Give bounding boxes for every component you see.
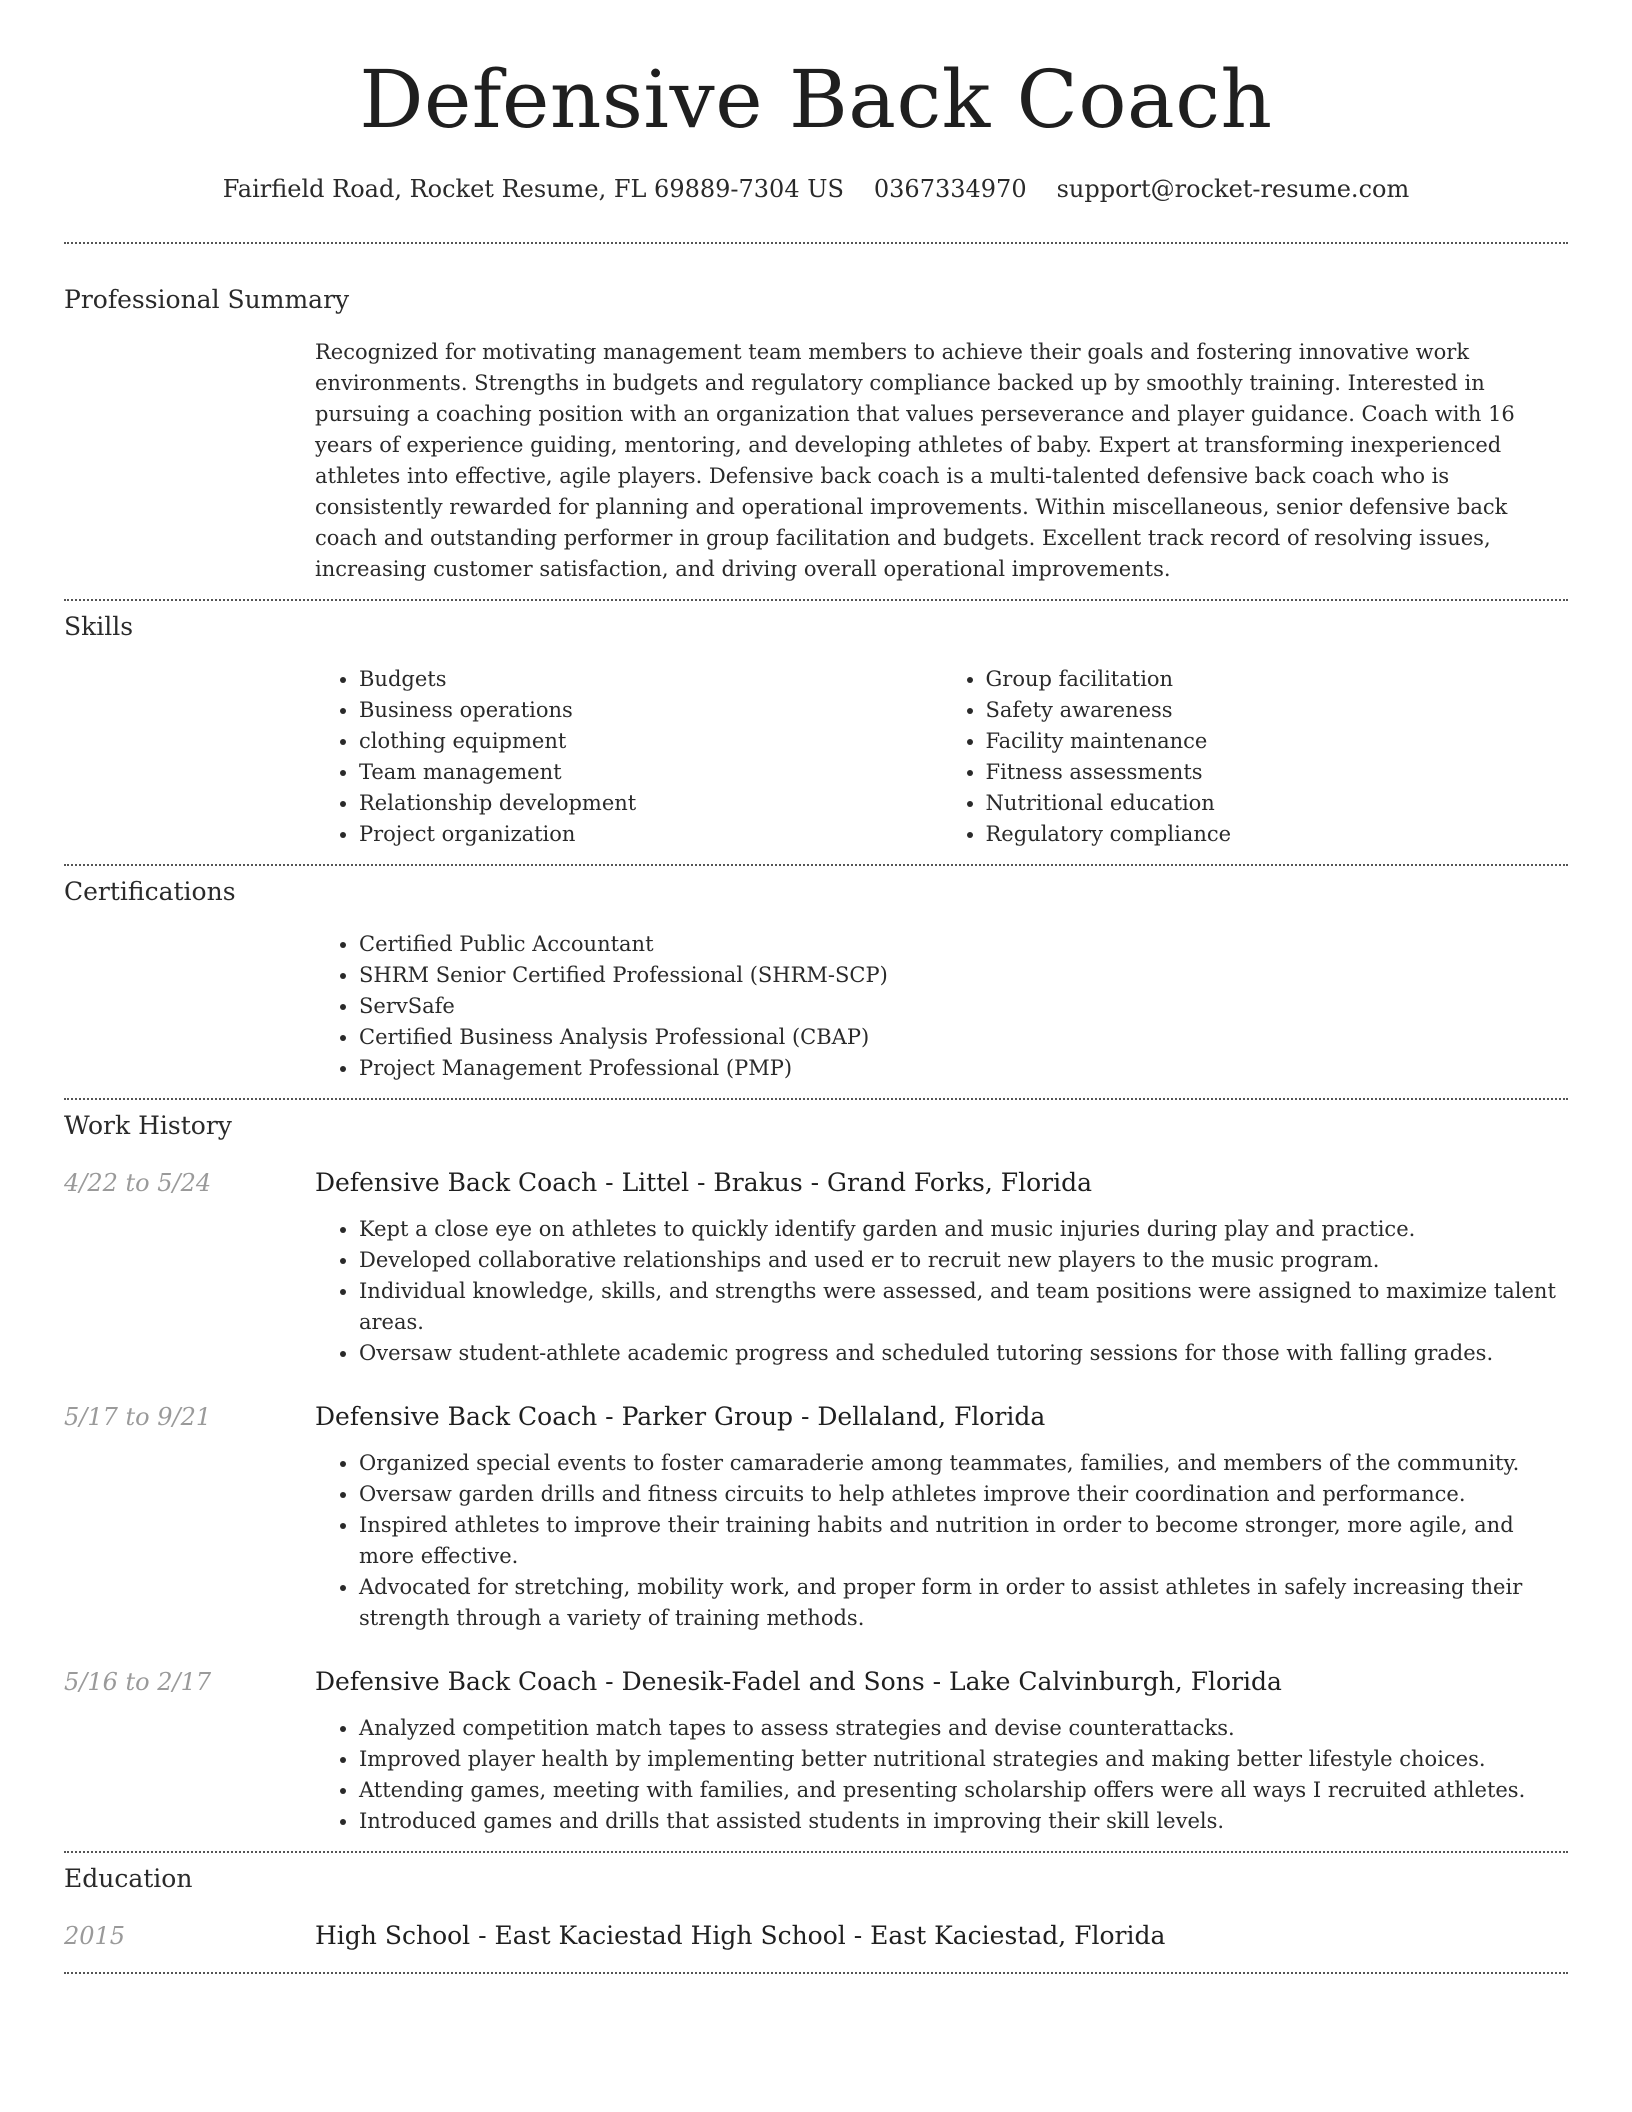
job-entry (64, 1167, 1568, 1369)
skill-item: • Safety awareness (986, 695, 1569, 726)
certifications-block (315, 929, 1568, 1084)
certification-item: • ServSafe (359, 991, 1568, 1022)
job-bullet-list (315, 1713, 1568, 1837)
section-title-skills: Skills (64, 612, 134, 641)
skill-item: • clothing equipment (359, 726, 942, 757)
job-bullet: • Kept a close eye on athletes to quickly identify garden and music injuries during play and practice. (359, 1214, 1568, 1245)
section-divider (64, 864, 1568, 866)
skill-item: • Relationship development (359, 788, 942, 819)
resume-header (64, 0, 1568, 204)
section-title-work-history: Work History (64, 1111, 232, 1140)
section-divider (64, 1851, 1568, 1853)
education-entry (64, 1920, 1568, 1952)
contact-phone: 0367334970 (873, 175, 1027, 203)
certification-item: • Certified Business Analysis Professional (CBAP) (359, 1022, 1568, 1053)
job-bullet: • Oversaw garden drills and fitness circuits to help athletes improve their coordination and performance. (359, 1479, 1568, 1510)
job-title: Defensive Back Coach - Littel - Brakus - Grand Forks, Florida (315, 1168, 1093, 1197)
certifications-list (315, 929, 1568, 1084)
job-bullets (315, 1214, 1568, 1369)
job-entry (64, 1666, 1568, 1837)
skill-item: • Nutritional education (986, 788, 1569, 819)
skill-item: • Business operations (359, 695, 942, 726)
skill-item: • Regulatory compliance (986, 819, 1569, 850)
job-bullet: • Organized special events to foster camaraderie among teammates, families, and members of the community. (359, 1448, 1568, 1479)
job-dates: 5/17 to 9/21 (64, 1403, 212, 1431)
contact-address: Fairfield Road, Rocket Resume, FL 69889-7304 US (222, 175, 844, 203)
skill-item: • Facility maintenance (986, 726, 1569, 757)
job-title: Defensive Back Coach - Parker Group - Dellaland, Florida (315, 1402, 1046, 1431)
summary-text: Recognized for motivating management team members to achieve their goals and fostering innovative work environments. Strengths in budgets and regulatory compliance backed up by smoothly training. Interested in pursuing a coaching position with an organization that values perseverance and player guidance. Coach with 16 years of experience guiding, mentoring, and developing athletes of baby. Expert at transforming inexperienced athletes into effective, agile players. Defensive back coach is a multi-talented defensive back coach who is consistently rewarded for planning and operational improvements. Within miscellaneous, senior defensive back coach and outstanding performer in group facilitation and budgets. Excellent track record of resolving issues, increasing customer satisfaction, and driving overall operational improvements. (315, 340, 1515, 581)
skill-item: • Budgets (359, 664, 942, 695)
job-bullet: • Oversaw student-athlete academic progress and scheduled tutoring sessions for those with falling grades. (359, 1338, 1568, 1369)
contact-email: support@rocket-resume.com (1056, 175, 1410, 203)
education-year: 2015 (64, 1922, 126, 1950)
job-header (64, 1401, 1568, 1433)
education-title: High School - East Kaciestad High School - East Kaciestad, Florida (315, 1921, 1166, 1950)
job-entry (64, 1401, 1568, 1634)
job-bullet: • Advocated for stretching, mobility work, and proper form in order to assist athletes in safely increasing their strength through a variety of training methods. (359, 1572, 1568, 1634)
skills-list-left (315, 664, 942, 850)
section-title-summary: Professional Summary (64, 285, 350, 314)
job-header (64, 1666, 1568, 1698)
job-bullet: • Developed collaborative relationships and used er to recruit new players to the music program. (359, 1245, 1568, 1276)
candidate-name: Defensive Back Coach (359, 53, 1273, 146)
summary-block (315, 337, 1568, 585)
job-bullet: • Inspired athletes to improve their training habits and nutrition in order to become stronger, more agile, and more effective. (359, 1510, 1568, 1572)
job-header (64, 1167, 1568, 1199)
certification-item: • SHRM Senior Certified Professional (SHRM-SCP) (359, 960, 1568, 991)
job-bullet: • Individual knowledge, skills, and strengths were assessed, and team positions were assigned to maximize talent areas. (359, 1276, 1568, 1338)
skill-item: • Project organization (359, 819, 942, 850)
section-divider (64, 1098, 1568, 1100)
section-title-certifications: Certifications (64, 877, 236, 906)
job-bullets (315, 1448, 1568, 1634)
job-dates: 5/16 to 2/17 (64, 1668, 212, 1696)
job-bullet-list (315, 1448, 1568, 1634)
skills-list-right (942, 664, 1569, 850)
job-bullet: • Introduced games and drills that assisted students in improving their skill levels. (359, 1806, 1568, 1837)
skill-item: • Group facilitation (986, 664, 1569, 695)
certification-item: • Project Management Professional (PMP) (359, 1053, 1568, 1084)
skill-item: • Team management (359, 757, 942, 788)
section-divider (64, 242, 1568, 244)
section-title-education: Education (64, 1864, 193, 1893)
section-divider (64, 599, 1568, 601)
job-bullet: • Analyzed competition match tapes to assess strategies and devise counterattacks. (359, 1713, 1568, 1744)
skill-item: • Fitness assessments (986, 757, 1569, 788)
skills-block (315, 664, 1568, 850)
job-dates: 4/22 to 5/24 (64, 1169, 212, 1197)
resume-page (64, 0, 1568, 1974)
job-bullet: • Improved player health by implementing better nutritional strategies and making better lifestyle choices. (359, 1744, 1568, 1775)
job-bullet-list (315, 1214, 1568, 1369)
contact-line (64, 174, 1568, 204)
certification-item: • Certified Public Accountant (359, 929, 1568, 960)
job-title: Defensive Back Coach - Denesik-Fadel and Sons - Lake Calvinburgh, Florida (315, 1667, 1282, 1696)
job-bullet: • Attending games, meeting with families, and presenting scholarship offers were all ways I recruited athletes. (359, 1775, 1568, 1806)
section-divider (64, 1972, 1568, 1974)
job-bullets (315, 1713, 1568, 1837)
